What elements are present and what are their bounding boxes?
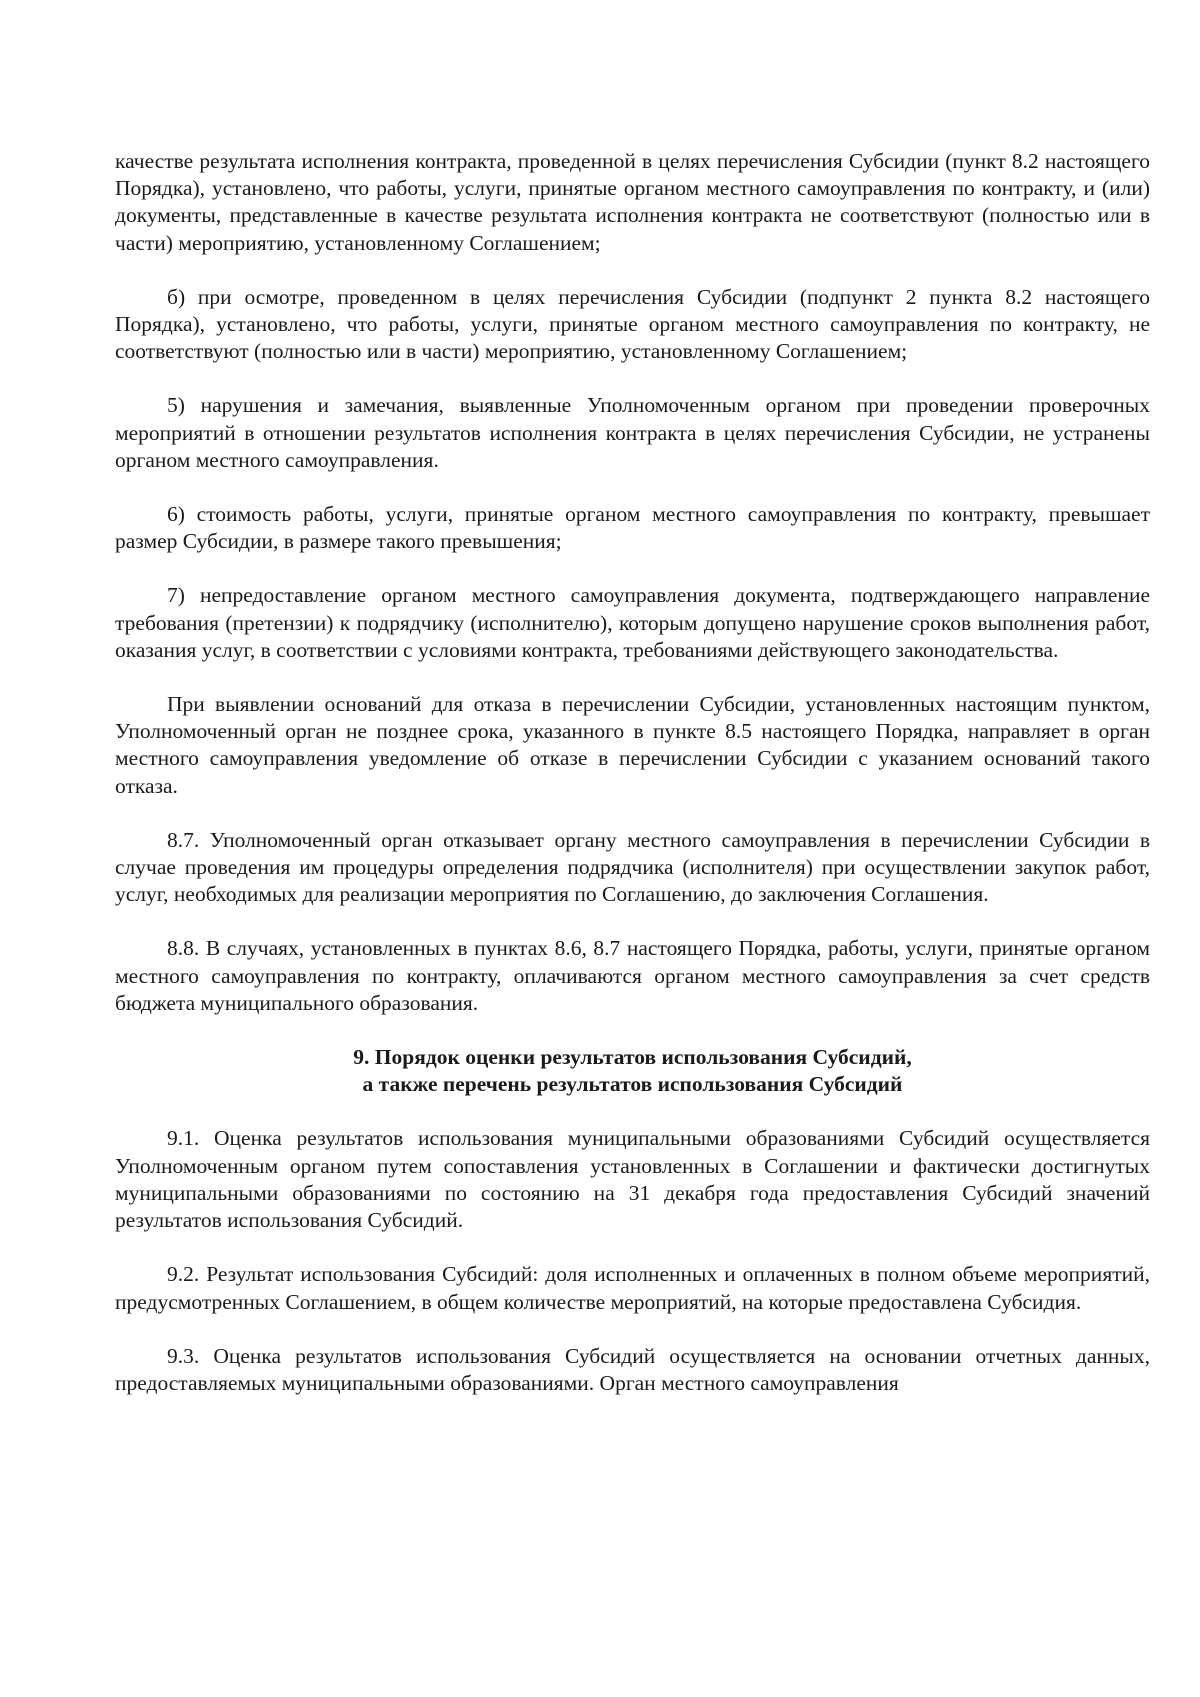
paragraph-9-3: 9.3. Оценка результатов использования Субсидий осуществляется на основании отчетных данных, предоставляемых муниципальными образованиями. Орган местного самоуправления bbox=[115, 1343, 1150, 1395]
paragraph-refusal-notice: При выявлении оснований для отказа в перечислении Субсидии, установленных настоящим пунктом, Уполномоченный орган не позднее срока, указанного в пункте 8.5 настоящего Порядка, направляет в орган местного самоуправления уведомление об отказе в перечислении Субсидии с указанием оснований такого отказа. bbox=[115, 692, 1150, 798]
paragraph-continuation: качестве результата исполнения контракта, проведенной в целях перечисления Субсидии (пункт 8.2 настоящего Порядка), установлено, что работы, услуги, принятые органом местного самоуправления по контракту, и (или) документы, представленные в качестве результата исполнения контракта не соответствуют (полностью или в части) мероприятию, установленному Соглашением; bbox=[115, 149, 1150, 255]
section-9-heading-line-2: а также перечень результатов использования Субсидий bbox=[362, 1072, 903, 1097]
section-9-heading bbox=[115, 1044, 1150, 1098]
paragraph-8-7: 8.7. Уполномоченный орган отказывает органу местного самоуправления в перечислении Субсидии в случае проведения им процедуры определения подрядчика (исполнителя) при осуществлении закупок работ, услуг, необходимых для реализации мероприятия по Соглашению, до заключения Соглашения. bbox=[115, 827, 1150, 907]
paragraph-9-2: 9.2. Результат использования Субсидий: доля исполненных и оплаченных в полном объеме мероприятий, предусмотренных Соглашением, в общем количестве мероприятий, на которые предоставлена Субсидия. bbox=[115, 1262, 1150, 1314]
paragraph-item-b: б) при осмотре, проведенном в целях перечисления Субсидии (подпункт 2 пункта 8.2 настоящего Порядка), установлено, что работы, услуги, принятые органом местного самоуправления по контракту, не соответствуют (полностью или в части) мероприятию, установленному Соглашением; bbox=[115, 284, 1150, 364]
paragraph-item-7: 7) непредоставление органом местного самоуправления документа, подтверждающего направление требования (претензии) к подрядчику (исполнителю), которым допущено нарушение сроков выполнения работ, оказания услуг, в соответствии с условиями контракта, требованиями действующего законодательства. bbox=[115, 583, 1150, 662]
paragraph-item-6: 6) стоимость работы, услуги, принятые органом местного самоуправления по контракту, превышает размер Субсидии, в размере такого превышения; bbox=[115, 502, 1150, 554]
paragraph-item-5: 5) нарушения и замечания, выявленные Уполномоченным органом при проведении проверочных мероприятий в отношении результатов исполнения контракта в целях перечисления Субсидии, не устранены органом местного самоуправления. bbox=[115, 393, 1150, 472]
section-9-heading-line-1: 9. Порядок оценки результатов использования Субсидий, bbox=[353, 1045, 912, 1070]
paragraph-9-1: 9.1. Оценка результатов использования муниципальными образованиями Субсидий осуществляется Уполномоченным органом путем сопоставления установленных в Соглашении и фактически достигнутых муниципальными образованиями по состоянию на 31 декабря года предоставления Субсидий значений результатов использования Субсидий. bbox=[115, 1126, 1150, 1233]
document-body bbox=[115, 148, 1150, 1424]
paragraph-8-8: 8.8. В случаях, установленных в пунктах 8.6, 8.7 настоящего Порядка, работы, услуги, принятые органом местного самоуправления по контракту, оплачиваются органом местного самоуправления за счет средств бюджета муниципального образования. bbox=[115, 936, 1150, 1015]
